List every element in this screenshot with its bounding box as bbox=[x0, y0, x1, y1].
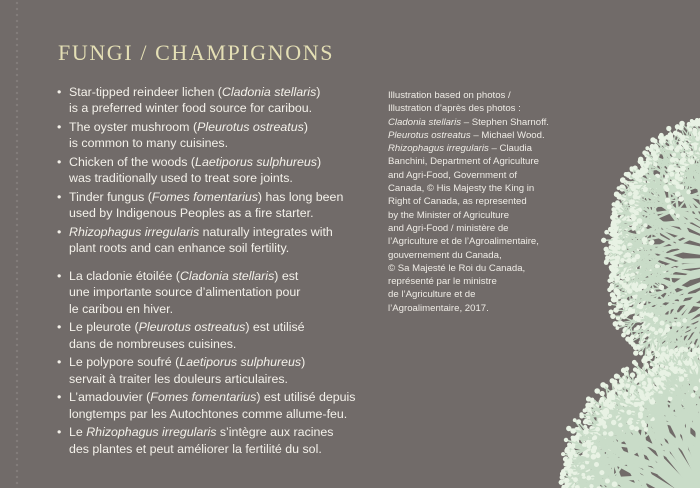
lichen-tip bbox=[670, 158, 674, 162]
lichen-tip bbox=[638, 178, 642, 182]
lichen-tip bbox=[601, 238, 606, 243]
lichen-tip bbox=[669, 146, 673, 150]
lichen-tip bbox=[624, 299, 628, 303]
lichen-tip bbox=[663, 185, 668, 190]
lichen-tip bbox=[669, 209, 675, 215]
lichen-tip bbox=[633, 195, 638, 200]
lichen-tip bbox=[632, 225, 637, 230]
lichen-tip bbox=[631, 214, 636, 219]
lichen-tip bbox=[636, 325, 640, 329]
lichen-tip bbox=[616, 290, 620, 294]
lichen-tip bbox=[609, 310, 614, 315]
lichen-tip bbox=[629, 309, 633, 313]
lichen-tip bbox=[628, 339, 633, 344]
lichen-tip bbox=[613, 212, 616, 215]
lichen-tip bbox=[636, 255, 639, 258]
lichen-tip bbox=[630, 335, 634, 339]
lichen-tip bbox=[667, 205, 671, 209]
lichen-tip bbox=[679, 159, 684, 164]
lichen-tip bbox=[682, 143, 686, 147]
lichen-tip bbox=[621, 246, 626, 251]
lichen-tip bbox=[683, 318, 687, 322]
lichen-tip bbox=[613, 274, 617, 278]
lichen-tip bbox=[613, 238, 617, 242]
lichen-tip bbox=[650, 241, 653, 244]
lichen-tip bbox=[631, 283, 636, 288]
lichen-tip bbox=[675, 191, 680, 196]
lichen-tip bbox=[617, 246, 621, 250]
lichen-tip bbox=[617, 195, 621, 199]
lichen-tip bbox=[631, 186, 636, 191]
lichen-tip bbox=[654, 163, 657, 166]
lichen-tip bbox=[673, 131, 678, 136]
lichen-tip bbox=[669, 136, 673, 140]
lichen-tip bbox=[645, 161, 650, 166]
lichen-tip bbox=[634, 351, 638, 355]
lichen-tip bbox=[638, 304, 642, 308]
lichen-tip bbox=[640, 312, 645, 317]
lichen-tip bbox=[653, 155, 657, 159]
lichen-tip bbox=[660, 140, 663, 143]
lichen-tip bbox=[621, 333, 626, 338]
lichen-tip bbox=[654, 331, 658, 335]
lichen-tip bbox=[621, 276, 625, 280]
lichen-branch bbox=[684, 261, 700, 262]
lichen-tip bbox=[651, 289, 654, 292]
lichen-tip bbox=[638, 219, 642, 223]
lichen-tip bbox=[659, 285, 664, 290]
lichen-tip bbox=[614, 268, 618, 272]
lichen-tip bbox=[665, 174, 669, 178]
lichen-tip bbox=[605, 255, 610, 260]
lichen-cluster-lower bbox=[554, 339, 700, 488]
lichen-tip bbox=[608, 302, 612, 306]
lichen-tip bbox=[643, 187, 648, 192]
lichen-tip bbox=[660, 321, 665, 326]
lichen-tip bbox=[653, 139, 658, 144]
lichen-tip bbox=[653, 317, 659, 323]
lichen-tip bbox=[625, 276, 630, 281]
lichen-tip bbox=[689, 128, 692, 131]
lichen-tip bbox=[614, 203, 620, 209]
lichen-tip bbox=[636, 170, 640, 174]
lichen-tip bbox=[689, 151, 693, 155]
lichen-tip bbox=[624, 303, 629, 308]
lichen-tip bbox=[618, 303, 623, 308]
lichen-tip bbox=[689, 159, 694, 164]
lichen-tip bbox=[672, 153, 676, 157]
lichen-tip bbox=[610, 267, 614, 271]
lichen-tip bbox=[621, 259, 624, 262]
lichen-tip bbox=[658, 328, 662, 332]
lichen-tip bbox=[681, 135, 685, 139]
lichen-tip bbox=[646, 351, 651, 356]
lichen-tip bbox=[642, 150, 647, 155]
lichen-tip bbox=[619, 281, 623, 285]
lichen-tip bbox=[627, 258, 631, 262]
lichen-tip bbox=[675, 181, 679, 185]
lichen-tip bbox=[626, 174, 630, 178]
lichen-tip bbox=[690, 122, 695, 127]
lichen-tip bbox=[633, 316, 638, 321]
lichen-tip bbox=[626, 253, 631, 258]
lichen-tip bbox=[612, 248, 617, 253]
lichen-tip bbox=[614, 308, 617, 311]
lichen-tip bbox=[625, 284, 630, 289]
lichen-tip bbox=[661, 346, 666, 351]
lichen-tip bbox=[640, 160, 644, 164]
lichen-tip bbox=[616, 256, 620, 260]
lichen-tip bbox=[613, 321, 618, 326]
lichen-tip bbox=[616, 219, 621, 224]
lichen-tip bbox=[612, 223, 617, 228]
lichen-tip bbox=[681, 152, 686, 157]
lichen-tip bbox=[643, 168, 647, 172]
lichen-branch bbox=[672, 315, 674, 338]
lichen-tip bbox=[675, 167, 680, 172]
lichen-tip bbox=[686, 190, 691, 195]
lichen-tip bbox=[610, 292, 615, 297]
lichen-tip bbox=[617, 186, 620, 189]
lichen-tip bbox=[675, 175, 680, 180]
lichen-tip bbox=[679, 121, 685, 127]
lichen-branch bbox=[684, 263, 700, 266]
lichen-tip bbox=[634, 211, 639, 216]
lichen-branch bbox=[688, 174, 700, 175]
lichen-tip bbox=[642, 237, 647, 242]
lichen-tip bbox=[675, 148, 680, 153]
lichen-tip bbox=[630, 199, 635, 204]
lichen-tip bbox=[681, 167, 685, 171]
lichen-tip bbox=[616, 326, 619, 329]
lichen-tip bbox=[663, 179, 668, 184]
lichen-tip bbox=[637, 231, 640, 234]
lichen-tip bbox=[666, 198, 670, 202]
lichen-tip bbox=[638, 284, 643, 289]
lichen-tip bbox=[667, 126, 671, 130]
lichen-tip bbox=[635, 176, 639, 180]
lichen-tip bbox=[651, 327, 656, 332]
lichen-branch bbox=[652, 279, 653, 291]
lichen-branch bbox=[653, 264, 654, 279]
lichen-tip bbox=[645, 146, 649, 150]
lichen-tip bbox=[636, 345, 641, 350]
lichen-tip bbox=[630, 167, 634, 171]
lichen-tip bbox=[605, 230, 609, 234]
lichen-tip bbox=[649, 313, 654, 318]
lichen-tip bbox=[616, 295, 620, 299]
lichen-tip bbox=[676, 322, 681, 327]
lichen-tip bbox=[656, 149, 660, 153]
lichen-tip bbox=[642, 325, 647, 330]
lichen-tip bbox=[665, 324, 669, 328]
lichen-tip bbox=[672, 322, 676, 326]
lichen-branch bbox=[649, 288, 662, 289]
lichen-tip bbox=[604, 247, 608, 251]
lichen-tip bbox=[620, 177, 625, 182]
lichen-tip bbox=[679, 185, 684, 190]
lichen-cluster-upper bbox=[601, 101, 700, 383]
lichen-tip bbox=[615, 233, 619, 237]
lichen-tip bbox=[643, 223, 647, 227]
lichen-tip bbox=[610, 314, 615, 319]
lichen-tip bbox=[621, 314, 624, 317]
lichen-tip bbox=[670, 173, 674, 177]
lichen-tip bbox=[630, 208, 635, 213]
lichen-tip bbox=[639, 351, 643, 355]
lichen-tip bbox=[676, 214, 679, 217]
lichen-tip bbox=[608, 240, 612, 244]
lichen-tip bbox=[610, 283, 613, 286]
lichen-tip bbox=[669, 165, 674, 170]
lichen-tip bbox=[680, 197, 683, 200]
